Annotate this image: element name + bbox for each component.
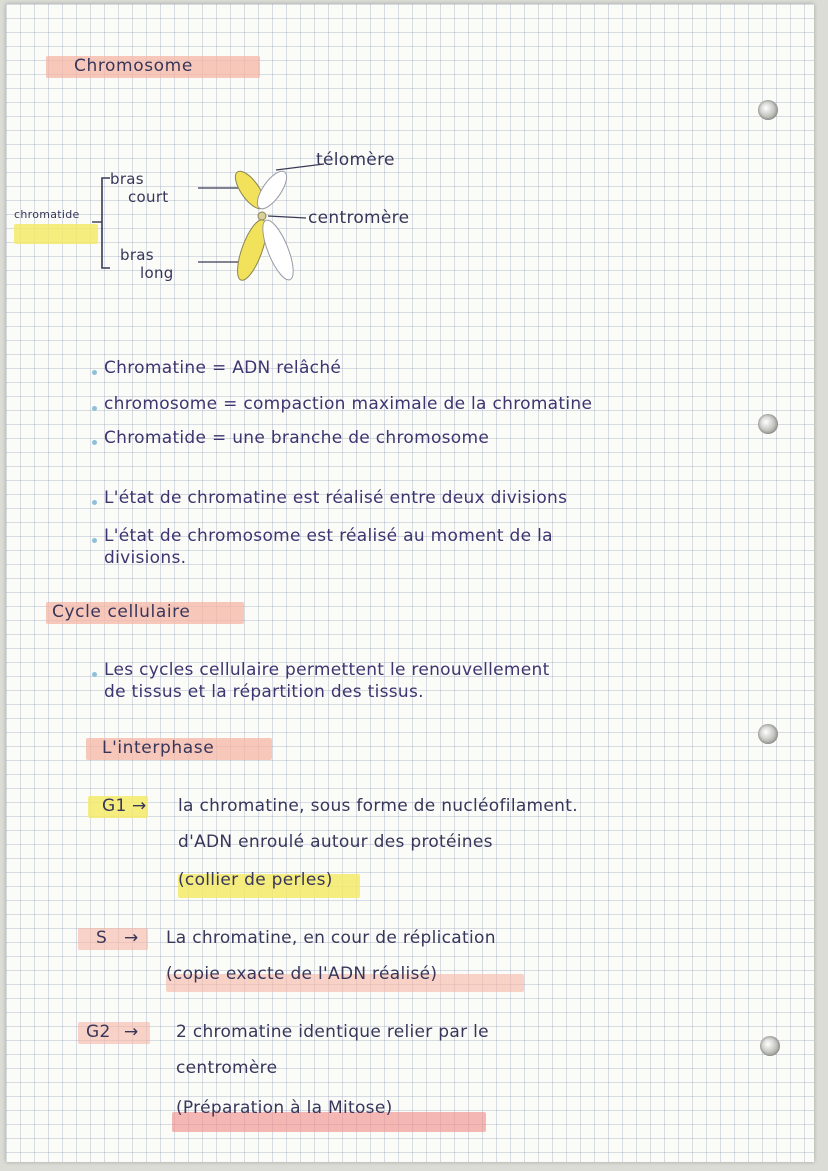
definition-chromosome: chromosome = compaction maximale de la chromatine <box>104 394 593 414</box>
section-title-cycle: Cycle cellulaire <box>52 602 191 622</box>
cycle-text-1: Les cycles cellulaire permettent le renouvellement <box>104 660 550 680</box>
label-bras-long-2: long <box>140 264 174 282</box>
arrow-icon: → <box>132 796 147 816</box>
phase-g1-label: G1 <box>102 796 127 816</box>
state-chromosome-2: divisions. <box>104 548 187 568</box>
chromatide-bracket <box>102 178 110 268</box>
label-chromatide: chromatide <box>14 208 80 221</box>
label-bras-long-1: bras <box>120 246 154 264</box>
phase-g2-line3: (Préparation à la Mitose) <box>176 1098 393 1118</box>
phase-g2-label: G2 <box>86 1022 111 1042</box>
phase-s-label: S <box>96 928 108 948</box>
chromatid-white-bottom <box>257 217 300 284</box>
cycle-text-2: de tissus et la répartition des tissus. <box>104 682 424 702</box>
bullet <box>92 440 97 445</box>
arrow-icon: → <box>124 1022 139 1042</box>
state-chromosome-1: L'état de chromosome est réalisé au moment de la <box>104 526 553 546</box>
phase-g2-line1: 2 chromatine identique relier par le <box>176 1022 489 1042</box>
phase-g1-line2: d'ADN enroulé autour des protéines <box>178 832 493 852</box>
definition-chromatine: Chromatine = ADN relâché <box>104 358 342 378</box>
label-centromere: centromère <box>308 208 410 228</box>
bullet <box>92 370 97 375</box>
bullet <box>92 500 97 505</box>
bullet <box>92 406 97 411</box>
phase-g1-line3: (collier de perles) <box>178 870 333 890</box>
arrow-icon: → <box>124 928 139 948</box>
section-title-chromosome: Chromosome <box>74 56 193 76</box>
bullet <box>92 672 97 677</box>
phase-g1-line1: la chromatine, sous forme de nucléofilament. <box>178 796 578 816</box>
label-telomere: télomère <box>316 150 395 170</box>
bullet <box>92 538 97 543</box>
centromere-point <box>258 212 266 220</box>
label-bras-court-2: court <box>128 188 169 206</box>
section-title-interphase: L'interphase <box>102 738 215 758</box>
notebook-page <box>6 4 814 1162</box>
state-chromatine: L'état de chromatine est réalisé entre deux divisions <box>104 488 568 508</box>
label-bras-court-1: bras <box>110 170 144 188</box>
binder-hole <box>758 100 778 120</box>
pointer-centromere <box>268 216 306 218</box>
phase-s-line1: La chromatine, en cour de réplication <box>166 928 496 948</box>
definition-chromatide: Chromatide = une branche de chromosome <box>104 428 490 448</box>
phase-s-line2: (copie exacte de l'ADN réalisé) <box>166 964 438 984</box>
binder-hole <box>760 1036 780 1056</box>
phase-g2-line2: centromère <box>176 1058 278 1078</box>
binder-hole <box>758 414 778 434</box>
binder-hole <box>758 724 778 744</box>
